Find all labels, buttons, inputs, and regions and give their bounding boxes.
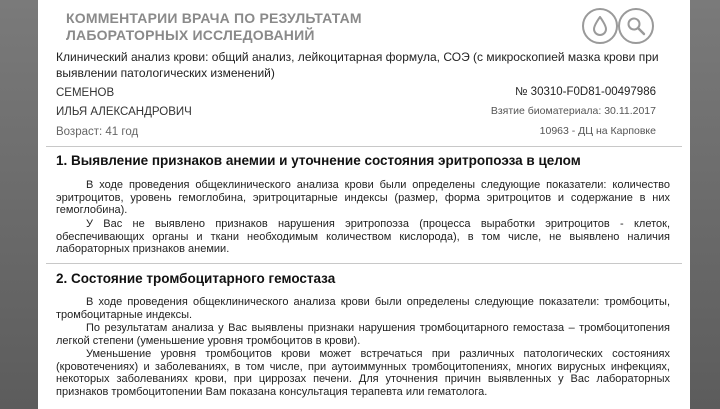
document-page [38, 0, 690, 409]
medical-center: 10963 - ДЦ на Карповке [539, 125, 656, 137]
drop-icon [592, 16, 608, 36]
background-left [0, 0, 38, 409]
divider [46, 263, 682, 264]
patient-age: Возраст: 41 год [56, 126, 139, 138]
drop-button[interactable] [582, 8, 618, 44]
section-2-paragraph-3: Уменьшение уровня тромбоцитов крови может встречаться при различных патологических состояниях (кровотечениях) и заболеваниях, в том числе, при аутоиммунных тромбоцитопениях, многих вирусных инфекциях, некоторых заболеваниях крови, при циррозах печени. Для уточнения причин выявленных у Вас лабораторных признаков тромбоцитопении Вам показана консультация терапевта или гематолога. [56, 348, 670, 398]
page-title-line-1: КОММЕНТАРИИ ВРАЧА ПО РЕЗУЛЬТАТАМ [66, 10, 362, 26]
order-number: № 30310-F0D81-00497986 [515, 86, 656, 98]
analysis-subtitle: Клинический анализ крови: общий анализ, лейкоцитарная формула, СОЭ (с микроскопией мазка крови при выявлении патологических изменений) [56, 50, 659, 80]
search-button[interactable] [618, 8, 654, 44]
patient-surname: СЕМЕНОВ [56, 87, 115, 99]
background-right [690, 0, 720, 409]
section-1-paragraph-2: У Вас не выявлено признаков нарушения эритропоэза (процесса выработки эритроцитов - клеток, обеспечивающих органы и ткани необходимым количеством кислорода), в том числе, не выявлено наличия лабораторных признаков анемии. [56, 218, 670, 255]
divider [46, 146, 682, 147]
patient-name: ИЛЬЯ АЛЕКСАНДРОВИЧ [56, 106, 192, 118]
section-1-paragraph-1: В ходе проведения общеклинического анализа крови были определены следующие показатели: количество эритроцитов, уровень гемоглобина, эритроцитарные индексы (размер, форма эритроцитов и содержание в них гемоглобина). [56, 179, 670, 216]
sample-date: Взятие биоматериала: 30.11.2017 [490, 105, 656, 117]
section-2-paragraph-2: По результатам анализа у Вас выявлены признаки нарушения тромбоцитарного гемостаза – тромбоцитопения легкой степени (уменьшение уровня тромбоцитов в крови). [56, 322, 670, 347]
section-2-paragraph-1: В ходе проведения общеклинического анализа крови были определены следующие показатели: тромбоциты, тромбоцитарные индексы. [56, 296, 670, 321]
section-1-title: 1. Выявление признаков анемии и уточнение состояния эритропоэза в целом [56, 153, 581, 168]
search-icon [626, 16, 646, 36]
page-title [66, 10, 362, 44]
section-2-title: 2. Состояние тромбоцитарного гемостаза [56, 271, 336, 286]
page-title-line-2: ЛАБОРАТОРНЫХ ИССЛЕДОВАНИЙ [66, 27, 315, 43]
